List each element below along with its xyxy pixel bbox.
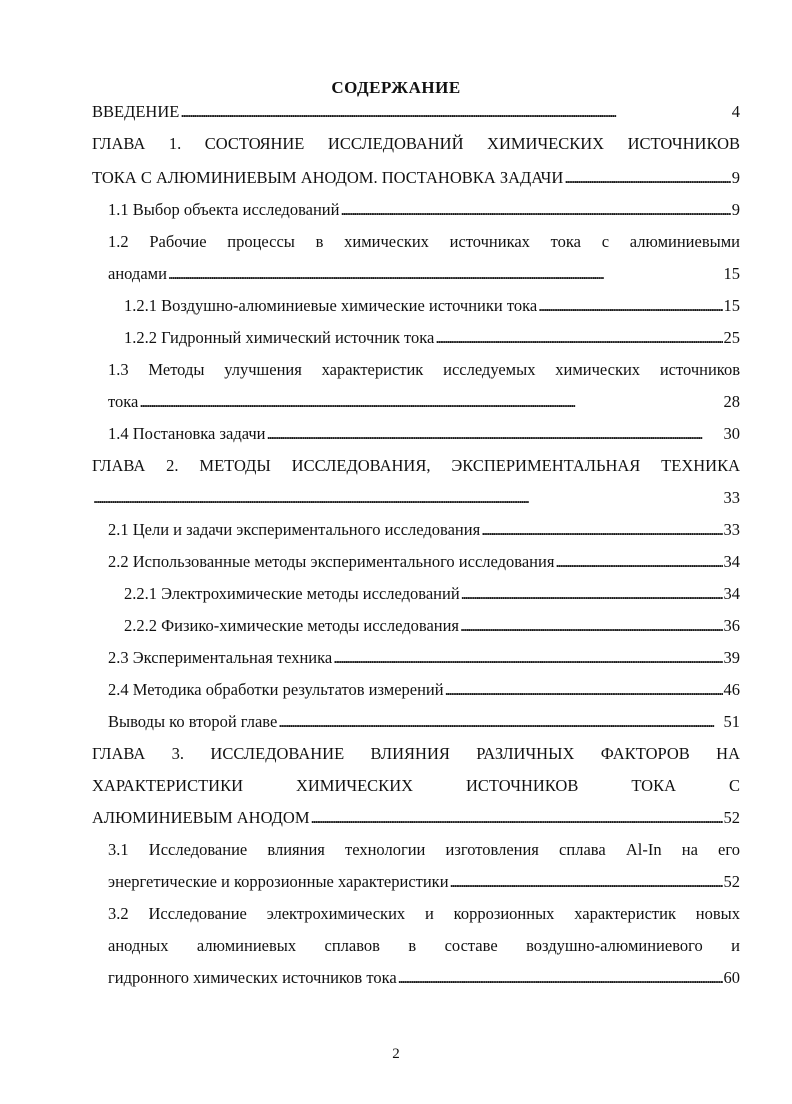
toc-leader-dots (267, 422, 723, 446)
toc-entry-1-2-2[interactable] (124, 326, 740, 350)
toc-page-number: 25 (723, 328, 740, 347)
toc-entry-text: тока (108, 392, 139, 411)
toc-entry-text: 2.2.2 Физико-химические методы исследования (124, 616, 460, 635)
toc-entry-text: энергетические и коррозионные характеристики (108, 872, 449, 891)
toc-entry-1-3-line-2[interactable] (108, 390, 740, 414)
toc-entry-text: 2.1 Цели и задачи экспериментального исследования (108, 520, 481, 539)
toc-entry-chapter-2-line-2[interactable] (92, 486, 740, 510)
toc-entry-2-2[interactable] (108, 550, 740, 574)
toc-entry-introduction[interactable] (92, 100, 740, 124)
toc-leader-dots (538, 294, 722, 318)
toc-page-number: 36 (723, 616, 740, 635)
toc-entry-3-2-line-3[interactable] (108, 966, 740, 990)
toc-leader-dots (398, 966, 723, 990)
toc-leader-dots (93, 486, 723, 510)
toc-leader-dots (435, 326, 722, 350)
toc-entry-text: 1.4 Постановка задачи (108, 424, 266, 443)
page-number: 2 (392, 1046, 400, 1062)
toc-page-number: 4 (731, 102, 740, 121)
toc-entry-chapter-3-line-3[interactable] (92, 806, 740, 830)
toc-entry-text: ТОКА С АЛЮМИНИЕВЫМ АНОДОМ. ПОСТАНОВКА ЗАДАЧИ (92, 168, 564, 187)
toc-entry-1-3-line-1[interactable]: 1.3 Методы улучшения характеристик исследуемых химических источников (108, 360, 740, 379)
toc-page-number: 34 (723, 584, 740, 603)
toc-page-number: 52 (723, 872, 740, 891)
toc-entry-text: 1.2.1 Воздушно-алюминиевые химические источники тока (124, 296, 538, 315)
toc-leader-dots (278, 710, 722, 734)
toc-leader-dots (180, 100, 730, 124)
toc-entry-text: анодами (108, 264, 167, 283)
toc-entry-text: гидронного химических источников тока (108, 968, 397, 987)
toc-leader-dots (564, 166, 730, 190)
toc-page-number: 46 (723, 680, 740, 699)
toc-page-number: 30 (723, 424, 740, 443)
toc-page-number: 33 (723, 488, 740, 507)
toc-leader-dots (555, 550, 722, 574)
toc-entry-chapter-2-conclusions[interactable] (108, 710, 740, 734)
toc-entry-text: 1.2.2 Гидронный химический источник тока (124, 328, 435, 347)
toc-entry-chapter-1-line-1[interactable]: ГЛАВА 1. СОСТОЯНИЕ ИССЛЕДОВАНИЙ ХИМИЧЕСКИХ ИСТОЧНИКОВ (92, 134, 740, 153)
toc-entry-3-2-line-1[interactable]: 3.2 Исследование электрохимических и коррозионных характеристик новых (108, 904, 740, 923)
toc-entry-text: 2.2.1 Электрохимические методы исследований (124, 584, 460, 603)
toc-entry-text: 2.2 Использованные методы экспериментального исследования (108, 552, 555, 571)
toc-leader-dots (333, 646, 722, 670)
toc-entry-1-4[interactable] (108, 422, 740, 446)
toc-page-number: 51 (723, 712, 740, 731)
toc-page-number: 15 (723, 296, 740, 315)
toc-page-number: 39 (723, 648, 740, 667)
toc-entry-1-2-line-1[interactable]: 1.2 Рабочие процессы в химических источниках тока с алюминиевыми (108, 232, 740, 251)
toc-entry-2-4[interactable] (108, 678, 740, 702)
toc-entry-chapter-2-line-1[interactable]: ГЛАВА 2. МЕТОДЫ ИССЛЕДОВАНИЯ, ЭКСПЕРИМЕНТАЛЬНАЯ ТЕХНИКА (92, 456, 740, 475)
toc-leader-dots (311, 806, 723, 830)
toc-entry-1-1[interactable] (108, 198, 740, 222)
toc-entry-text: 1.1 Выбор объекта исследований (108, 200, 340, 219)
toc-leader-dots (460, 614, 722, 638)
toc-entry-chapter-3-line-1[interactable]: ГЛАВА 3. ИССЛЕДОВАНИЕ ВЛИЯНИЯ РАЗЛИЧНЫХ ФАКТОРОВ НА (92, 744, 740, 763)
toc-entry-3-1-line-2[interactable] (108, 870, 740, 894)
toc-page-number: 33 (723, 520, 740, 539)
toc-leader-dots (445, 678, 723, 702)
toc-entry-2-3[interactable] (108, 646, 740, 670)
toc-page-number: 9 (731, 200, 740, 219)
page-title: СОДЕРЖАНИЕ (331, 78, 461, 97)
toc-entry-3-1-line-1[interactable]: 3.1 Исследование влияния технологии изготовления сплава Al-In на его (108, 840, 740, 859)
toc-entry-chapter-1-line-2[interactable] (92, 166, 740, 190)
toc-page-number: 34 (723, 552, 740, 571)
toc-entry-2-2-2[interactable] (124, 614, 740, 638)
toc-entry-1-2-line-2[interactable] (108, 262, 740, 286)
toc-page-number: 60 (723, 968, 740, 987)
toc-entry-text: 2.4 Методика обработки результатов измерений (108, 680, 444, 699)
toc-leader-dots (481, 518, 722, 542)
toc-page-number: 9 (731, 168, 740, 187)
toc-leader-dots (139, 390, 722, 414)
toc-entry-text: Выводы ко второй главе (108, 712, 278, 731)
toc-entry-text: 2.3 Экспериментальная техника (108, 648, 333, 667)
toc-page-number: 28 (723, 392, 740, 411)
toc-leader-dots (461, 582, 723, 606)
toc-entry-3-2-line-2[interactable]: анодных алюминиевых сплавов в составе воздушно-алюминиевого и (108, 936, 740, 955)
toc-leader-dots (168, 262, 723, 286)
toc-entry-text: АЛЮМИНИЕВЫМ АНОДОМ (92, 808, 310, 827)
toc-entry-text: ВВЕДЕНИЕ (92, 102, 180, 121)
toc-leader-dots (450, 870, 723, 894)
toc-entry-1-2-1[interactable] (124, 294, 740, 318)
toc-page-number: 52 (723, 808, 740, 827)
toc-leader-dots (340, 198, 730, 222)
toc-page-number: 15 (723, 264, 740, 283)
toc-entry-2-1[interactable] (108, 518, 740, 542)
toc-entry-chapter-3-line-2[interactable]: ХАРАКТЕРИСТИКИ ХИМИЧЕСКИХ ИСТОЧНИКОВ ТОКА С (92, 776, 740, 795)
toc-entry-2-2-1[interactable] (124, 582, 740, 606)
